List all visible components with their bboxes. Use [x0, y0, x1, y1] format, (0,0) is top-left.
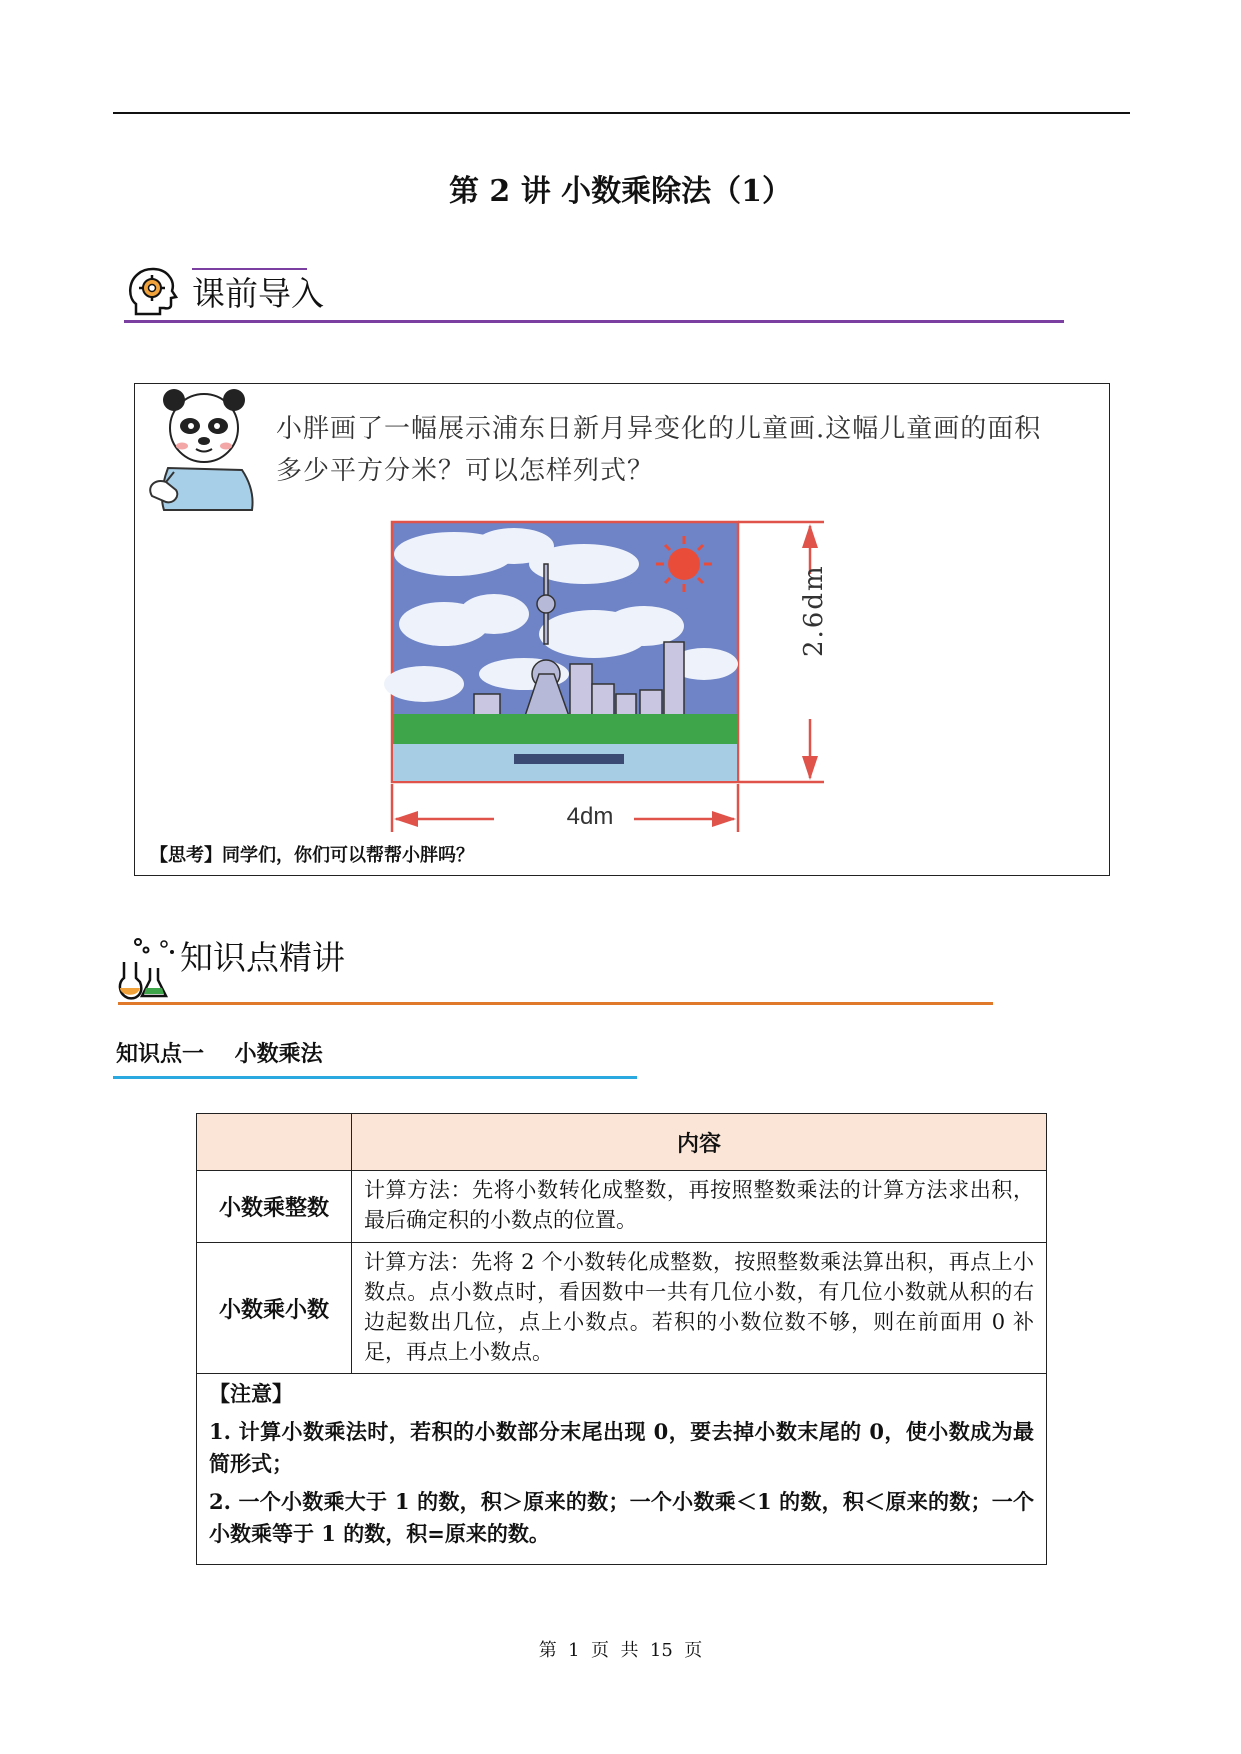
section-rule-knowledge: [118, 1002, 993, 1005]
lab-flask-icon: [116, 932, 178, 1002]
row-text: 计算方法：先将 2 个小数转化成整数，按照整数乘法算出积，再点上小数点。点小数点时，看因数中一共有几位小数，有几位小数就从积的右边起数出几位，点上小数点。若积的小数位数不够，则在前面用 0 补足，再点上小数点。: [352, 1243, 1047, 1374]
knowledge-point-title: 知识点一 小数乘法: [116, 1041, 323, 1067]
intro-text-line1: 小胖画了一幅展示浦东日新月异变化的儿童画.这幅儿童画的面积: [276, 414, 1042, 444]
think-prompt: 【思考】同学们，你们可以帮帮小胖吗？: [150, 845, 474, 866]
knowledge-table: [196, 1113, 1047, 1565]
table-header-content: 内容: [352, 1114, 1047, 1171]
table-note-row: [197, 1374, 1047, 1565]
section-rule-intro: [124, 320, 1064, 323]
note-item: 2. 一个小数乘大于 1 的数，积＞原来的数；一个小数乘＜1 的数，积＜原来的数；一个小数乘等于 1 的数，积=原来的数。: [209, 1489, 1034, 1546]
note-cell: [197, 1374, 1047, 1565]
table-header-empty: [197, 1114, 352, 1171]
panda-illustration: [144, 386, 262, 512]
row-label: 小数乘整数: [197, 1171, 352, 1243]
section-title-knowledge: 知识点精讲: [180, 938, 345, 977]
table-row: [197, 1171, 1047, 1243]
row-label: 小数乘小数: [197, 1243, 352, 1374]
note-item: 1. 计算小数乘法时，若积的小数部分末尾出现 0，要去掉小数末尾的 0，使小数成为最简形式；: [209, 1419, 1034, 1476]
page-title: 第 2 讲 小数乘除法（1）: [448, 174, 793, 209]
note-title: 【注意】: [209, 1381, 293, 1406]
pudong-drawing: [384, 514, 834, 834]
intro-text-line2: 多少平方分米？可以怎样列式？: [276, 456, 655, 486]
page-footer: 第 1 页 共 15 页: [538, 1640, 703, 1661]
width-label: 4dm: [566, 803, 614, 830]
row-text: 计算方法：先将小数转化成整数，再按照整数乘法的计算方法求出积，最后确定积的小数点的位置。: [352, 1171, 1047, 1243]
brain-gear-icon: [126, 264, 178, 320]
table-row: [197, 1243, 1047, 1374]
knowledge-point-rule: [113, 1076, 637, 1079]
height-label: 2.6dm: [799, 564, 829, 657]
top-rule: [113, 112, 1130, 114]
section-title-intro: 课前导入: [192, 274, 324, 313]
table-header-row: [197, 1114, 1047, 1171]
